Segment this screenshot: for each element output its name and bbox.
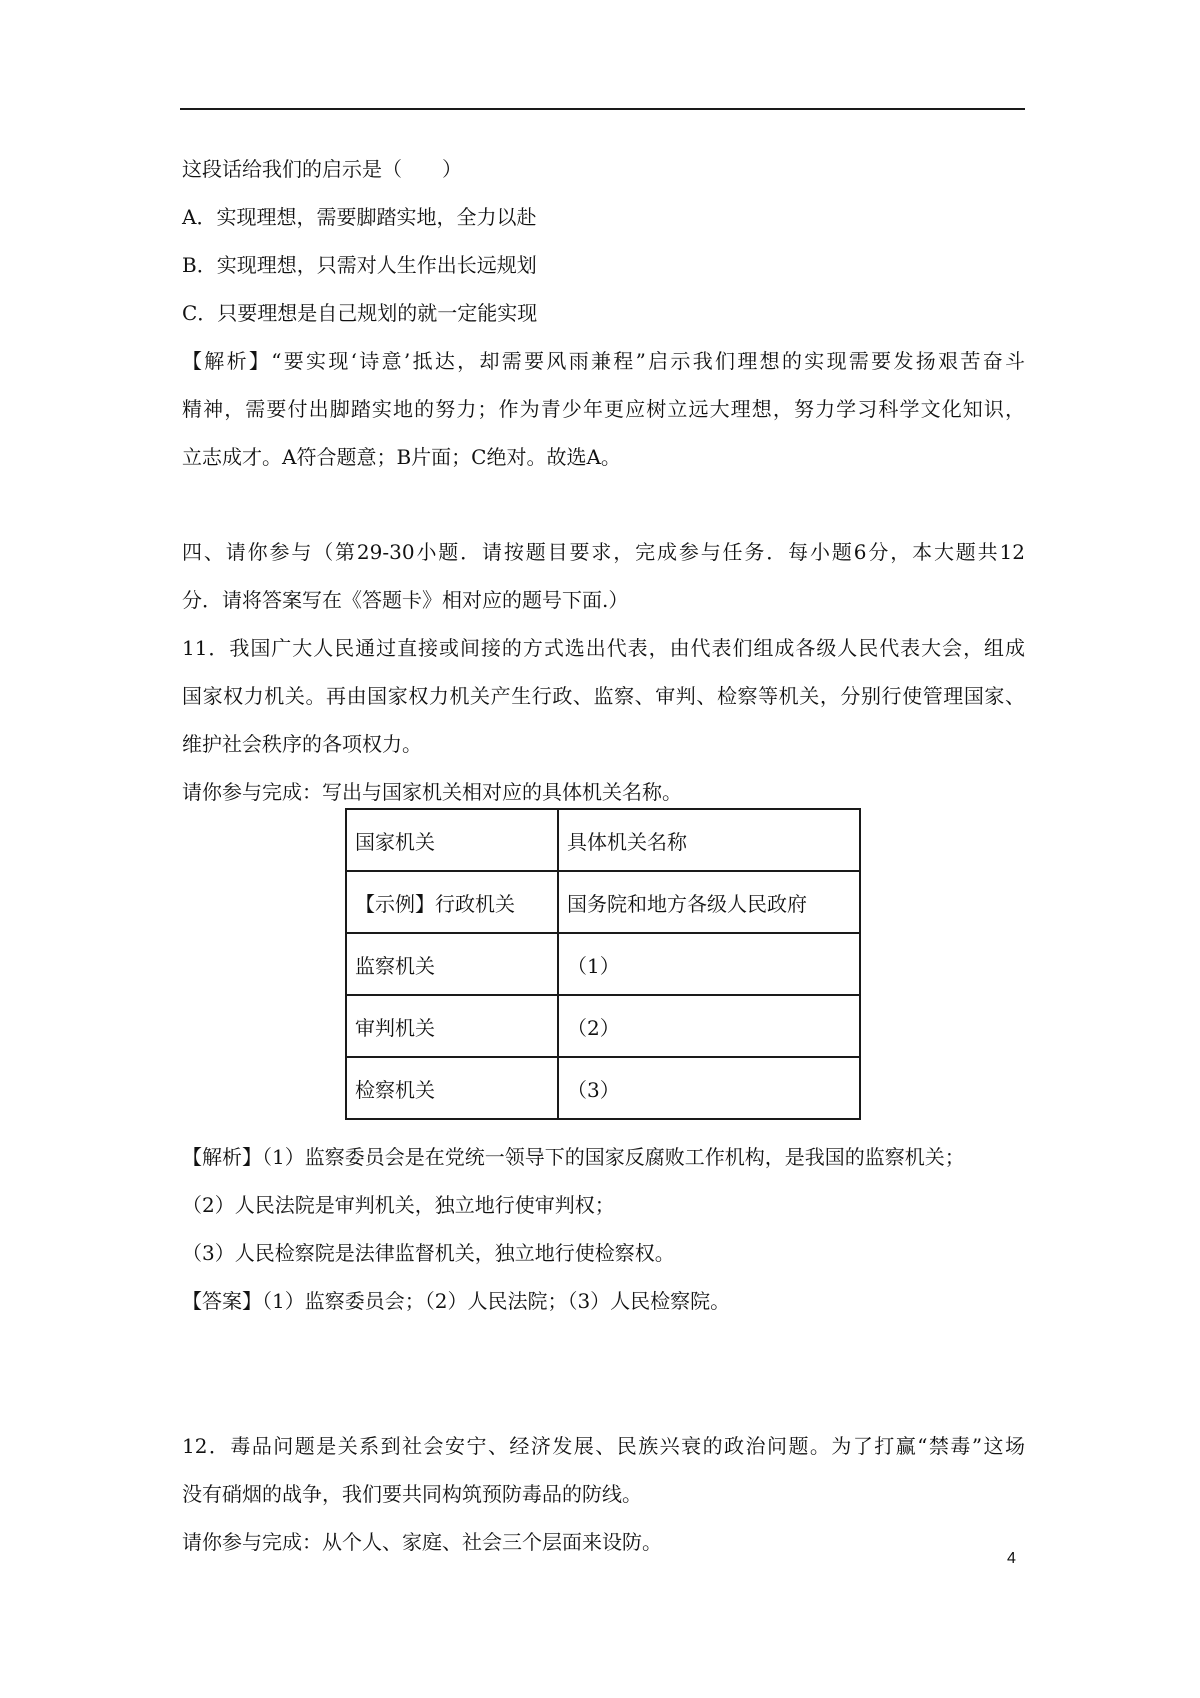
organ-table bbox=[345, 808, 861, 1120]
table-header-row bbox=[346, 809, 860, 871]
table-cell: （3） bbox=[558, 1057, 860, 1119]
question-stem: 这段话给我们的启示是（ ） bbox=[182, 157, 462, 181]
table-row bbox=[346, 871, 860, 933]
analysis-line-2: 精神，需要付出脚踏实地的努力；作为青少年更应树立远大理想，努力学习科学文化知识， bbox=[182, 397, 1025, 421]
q11-line-1: 11．我国广大人民通过直接或间接的方式选出代表，由代表们组成各级人民代表大会，组成 bbox=[182, 636, 1025, 660]
q11-line-2: 国家权力机关。再由国家权力机关产生行政、监察、审判、检察等机关，分别行使管理国家、 bbox=[182, 684, 1025, 708]
q11-line-3: 维护社会秩序的各项权力。 bbox=[182, 732, 422, 756]
table-cell: （1） bbox=[558, 933, 860, 995]
option-b: B．实现理想，只需对人生作出长远规划 bbox=[182, 253, 537, 277]
q11-analysis-2: （2）人民法院是审判机关，独立地行使审判权； bbox=[182, 1193, 615, 1217]
q11-analysis-1: 【解析】（1）监察委员会是在党统一领导下的国家反腐败工作机构，是我国的监察机关； bbox=[182, 1145, 965, 1169]
table-row bbox=[346, 933, 860, 995]
table-cell: 监察机关 bbox=[346, 933, 558, 995]
analysis-line-3: 立志成才。A符合题意；B片面；C绝对。故选A。 bbox=[182, 445, 621, 469]
table-cell: 【示例】行政机关 bbox=[346, 871, 558, 933]
table-header-cell: 具体机关名称 bbox=[558, 809, 860, 871]
header-rule bbox=[180, 108, 1025, 110]
q12-line-2: 没有硝烟的战争，我们要共同构筑预防毒品的防线。 bbox=[182, 1482, 642, 1506]
section-four-heading: 四、请你参与（第29-30小题．请按题目要求，完成参与任务．每小题6分，本大题共12 bbox=[182, 540, 1025, 564]
option-c: C．只要理想是自己规划的就一定能实现 bbox=[182, 301, 538, 325]
section-four-heading-cont: 分．请将答案写在《答题卡》相对应的题号下面.） bbox=[182, 588, 629, 612]
table-row bbox=[346, 1057, 860, 1119]
table-cell: 审判机关 bbox=[346, 995, 558, 1057]
table-row bbox=[346, 995, 860, 1057]
table-header-cell: 国家机关 bbox=[346, 809, 558, 871]
table-cell: 检察机关 bbox=[346, 1057, 558, 1119]
analysis-line-1: 【解析】“要实现‘诗意’抵达，却需要风雨兼程”启示我们理想的实现需要发扬艰苦奋斗 bbox=[182, 349, 1025, 373]
option-a: A．实现理想，需要脚踏实地，全力以赴 bbox=[182, 205, 537, 229]
q12-task: 请你参与完成：从个人、家庭、社会三个层面来设防。 bbox=[182, 1530, 662, 1554]
page-number: 4 bbox=[1007, 1550, 1016, 1567]
q12-line-1: 12．毒品问题是关系到社会安宁、经济发展、民族兴衰的政治问题。为了打赢“禁毒”这场 bbox=[182, 1434, 1025, 1458]
q11-answer: 【答案】（1）监察委员会；（2）人民法院；（3）人民检察院。 bbox=[182, 1289, 731, 1313]
table-cell: 国务院和地方各级人民政府 bbox=[558, 871, 860, 933]
q11-task: 请你参与完成：写出与国家机关相对应的具体机关名称。 bbox=[182, 780, 682, 804]
q11-analysis-3: （3）人民检察院是法律监督机关，独立地行使检察权。 bbox=[182, 1241, 675, 1265]
table-cell: （2） bbox=[558, 995, 860, 1057]
